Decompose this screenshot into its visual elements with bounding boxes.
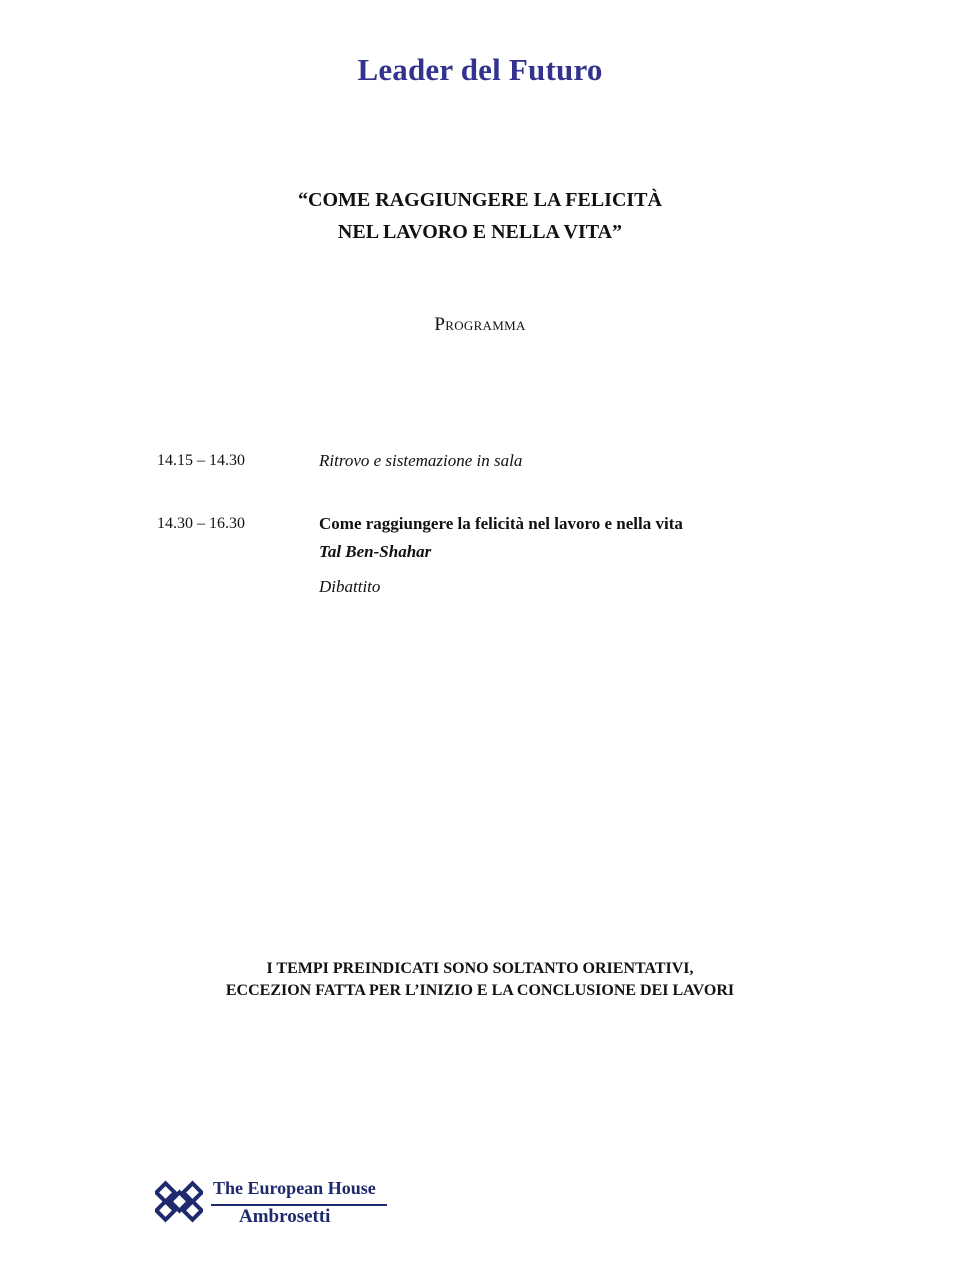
schedule-time: 14.30 – 16.30	[157, 515, 245, 532]
session-note: Dibattito	[319, 577, 381, 596]
event-title	[0, 184, 960, 248]
logo-mark-icon	[155, 1180, 203, 1224]
schedule-time: 14.15 – 14.30	[157, 452, 245, 469]
timing-notice-line-1: I TEMPI PREINDICATI SONO SOLTANTO ORIENTATIVI,	[266, 960, 694, 977]
event-title-line-2: NEL LAVORO E NELLA VITA”	[337, 221, 623, 243]
timing-notice	[0, 958, 960, 1002]
document-header-title: Leader del Futuro	[357, 52, 603, 87]
timing-notice-line-2: ECCEZION FATTA PER L’INIZIO E LA CONCLUSIONE DEI LAVORI	[225, 982, 735, 999]
logo-text-line-2: Ambrosetti	[239, 1206, 331, 1227]
session-speaker: Tal Ben-Shahar	[319, 542, 432, 561]
schedule-description: Ritrovo e sistemazione in sala	[319, 451, 523, 470]
session-title: Come raggiungere la felicità nel lavoro e nella vita	[319, 514, 683, 533]
schedule-content	[319, 451, 859, 471]
schedule-content	[319, 514, 859, 597]
event-title-line-1: “COME RAGGIUNGERE LA FELICITÀ	[298, 189, 662, 211]
company-logo	[155, 1178, 395, 1230]
section-label-programma: Programma	[434, 314, 526, 335]
logo-text-line-1: The European House	[213, 1178, 376, 1198]
